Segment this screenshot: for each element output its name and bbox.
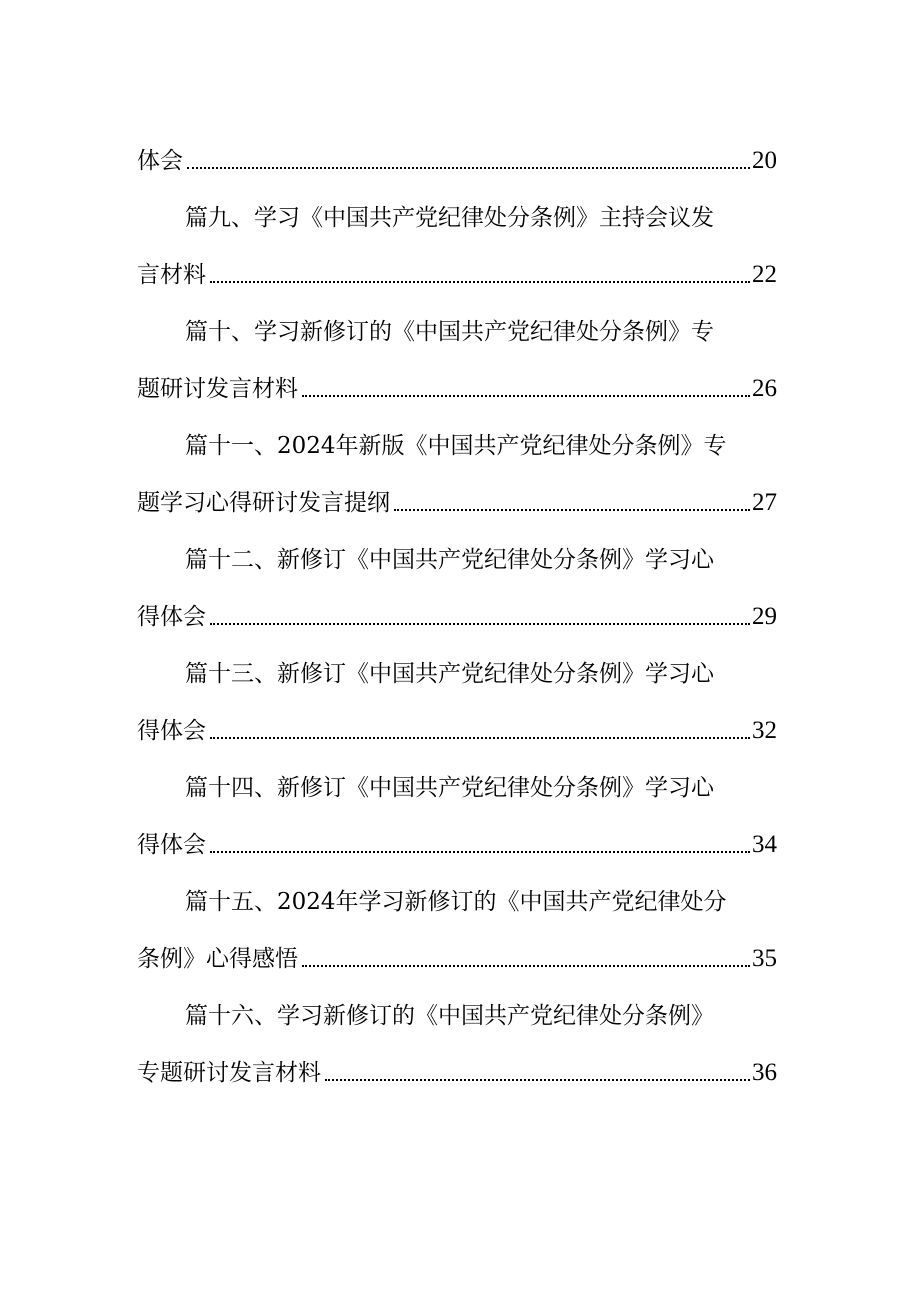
toc-entry-text: 篇十、学习新修订的《中国共产党纪律处分条例》专 xyxy=(185,319,714,345)
toc-entry-continuation[interactable] xyxy=(137,919,777,976)
dot-leader xyxy=(210,737,750,739)
toc-entry-continuation[interactable] xyxy=(137,349,777,406)
toc-entry-text: 篇九、学习《中国共产党纪律处分条例》主持会议发 xyxy=(185,205,714,231)
toc-entry-title[interactable] xyxy=(137,862,777,919)
toc-entry-text: 篇十一、2024年新版《中国共产党纪律处分条例》专 xyxy=(185,433,727,459)
toc-entry-text: 专题研讨发言材料 xyxy=(137,1060,321,1086)
toc-page-number: 36 xyxy=(752,1059,777,1086)
toc-page-number: 27 xyxy=(752,489,777,516)
toc-entry-text: 篇十六、学习新修订的《中国共产党纪律处分条例》 xyxy=(185,1003,714,1029)
toc-entry-title[interactable] xyxy=(137,520,777,577)
toc-entry-continuation[interactable] xyxy=(137,805,777,862)
toc-entry-text: 篇十二、新修订《中国共产党纪律处分条例》学习心 xyxy=(185,547,714,573)
toc-entry-continuation[interactable] xyxy=(137,121,777,178)
toc-entry-text: 篇十五、2024年学习新修订的《中国共产党纪律处分 xyxy=(185,889,727,915)
toc-page-number: 26 xyxy=(752,375,777,402)
dot-leader xyxy=(325,1079,750,1081)
toc-page-number: 22 xyxy=(752,261,777,288)
dot-leader xyxy=(210,851,750,853)
toc-entry-continuation[interactable] xyxy=(137,691,777,748)
toc-page-number: 32 xyxy=(752,717,777,744)
toc-entry-continuation[interactable] xyxy=(137,1033,777,1090)
toc-entry-text: 篇十三、新修订《中国共产党纪律处分条例》学习心 xyxy=(185,661,714,687)
toc-page-number: 34 xyxy=(752,831,777,858)
toc-entry-text: 题研讨发言材料 xyxy=(137,376,298,402)
dot-leader xyxy=(210,623,750,625)
dot-leader xyxy=(210,281,750,283)
toc-page-number: 35 xyxy=(752,945,777,972)
toc-entry-text: 条例》心得感悟 xyxy=(137,946,298,972)
dot-leader xyxy=(394,509,750,511)
toc-entry-continuation[interactable] xyxy=(137,463,777,520)
table-of-contents xyxy=(137,121,777,1090)
toc-entry-text: 得体会 xyxy=(137,604,206,630)
toc-entry-text: 题学习心得研讨发言提纲 xyxy=(137,490,390,516)
toc-entry-title[interactable] xyxy=(137,748,777,805)
toc-entry-continuation[interactable] xyxy=(137,235,777,292)
toc-entry-text: 言材料 xyxy=(137,262,206,288)
toc-entry-title[interactable] xyxy=(137,178,777,235)
dot-leader xyxy=(302,965,750,967)
toc-entry-text: 篇十四、新修订《中国共产党纪律处分条例》学习心 xyxy=(185,775,714,801)
toc-entry-title[interactable] xyxy=(137,406,777,463)
toc-page-number: 20 xyxy=(752,147,777,174)
dot-leader xyxy=(187,167,750,169)
toc-entry-title[interactable] xyxy=(137,292,777,349)
toc-entry-text: 得体会 xyxy=(137,832,206,858)
toc-entry-text: 体会 xyxy=(137,148,183,174)
dot-leader xyxy=(302,395,750,397)
toc-entry-continuation[interactable] xyxy=(137,577,777,634)
toc-entry-title[interactable] xyxy=(137,976,777,1033)
toc-entry-title[interactable] xyxy=(137,634,777,691)
toc-entry-text: 得体会 xyxy=(137,718,206,744)
toc-page-number: 29 xyxy=(752,603,777,630)
